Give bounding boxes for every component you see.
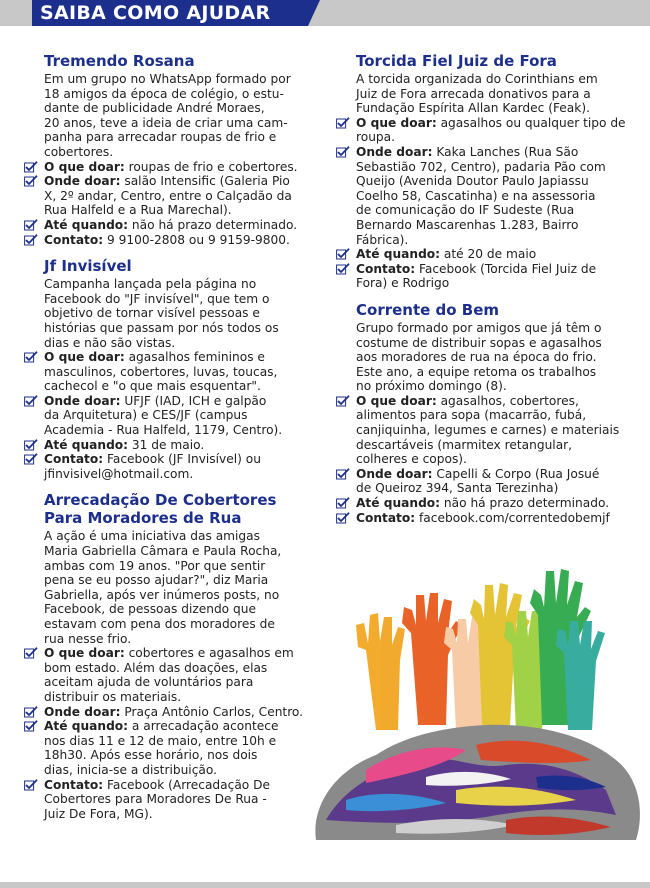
check-icon: [24, 720, 38, 732]
left-column: [44, 52, 306, 831]
footer-bar: [0, 882, 650, 888]
campaign-section: [356, 301, 628, 525]
check-icon: [24, 395, 38, 407]
info-value: Fora) e Rodrigo: [356, 276, 450, 291]
info-item: [44, 174, 306, 218]
hands-and-clothes-pile-illustration: [306, 555, 646, 855]
description-line: objetivo de tornar visível pessoas e: [44, 306, 260, 321]
info-value: Facebook (Arrecadação De: [103, 777, 271, 792]
info-label: Contato:: [44, 232, 104, 247]
header-bar: [0, 0, 650, 26]
info-item: [356, 116, 628, 145]
section-title: Torcida Fiel Juiz de Fora: [356, 52, 557, 70]
info-label: Onde doar:: [356, 466, 433, 481]
description-line: Fundação Espírita Allan Kardec (Feak).: [356, 101, 590, 116]
info-item: [44, 160, 306, 175]
info-list: [44, 160, 306, 248]
info-list: [356, 394, 628, 525]
description-line: estavam com pena dos moradores de: [44, 617, 275, 631]
check-icon: [24, 234, 38, 246]
info-value: Capelli & Corpo (Rua Josué: [432, 466, 600, 481]
check-icon: [24, 219, 38, 231]
info-value: Bernardo Mascarenhas 1.283, Bairro: [356, 217, 579, 232]
info-value: Praça Antônio Carlos, Centro.: [120, 704, 304, 719]
description-line: cobertores.: [44, 144, 114, 159]
description-line: Campanha lançada pela página no: [44, 277, 257, 292]
info-value: nos dias 11 e 12 de maio, entre 10h e: [44, 733, 277, 748]
info-item: [356, 394, 628, 467]
section-title: Corrente do Bem: [356, 300, 500, 319]
description-line: costume de distribuir sopas e agasalhos: [356, 335, 602, 350]
info-value: alimentos para sopa (macarrão, fubá,: [356, 408, 587, 423]
info-value: distribuir os materiais.: [44, 689, 182, 704]
info-value: da Arquitetura) e CES/JF (campus: [44, 408, 248, 423]
description-line: dias e não são vistas.: [44, 335, 176, 350]
section-description: [44, 529, 306, 646]
info-item: [356, 262, 628, 291]
description-line: Este ano, a equipe retoma os trabalhos: [356, 364, 597, 379]
check-icon: [336, 395, 350, 407]
info-value: 9 9100-2808 ou 9 9159-9800.: [103, 232, 290, 247]
description-line: no próximo domingo (8).: [356, 379, 507, 394]
info-item: [44, 394, 306, 438]
info-value: Juiz De Fora, MG).: [44, 806, 153, 821]
info-value: cachecol e "o que mais esquentar".: [44, 379, 261, 394]
info-value: jfinvisivel@hotmail.com.: [44, 466, 194, 481]
info-value: canjiquinha, legumes e carnes) e materiais: [356, 423, 620, 438]
info-value: até 20 de maio: [440, 247, 537, 262]
info-item: [356, 145, 628, 247]
check-icon: [24, 161, 38, 173]
check-icon: [336, 497, 350, 509]
description-line: Maria Gabriella Câmara e Paula Rocha,: [44, 544, 282, 559]
check-icon: [24, 453, 38, 465]
section-title: Jf Invisível: [44, 257, 132, 276]
info-item: [356, 511, 628, 526]
description-line: Facebook, de pessoas dizendo que: [44, 602, 256, 617]
section-description: [356, 72, 628, 116]
description-line: aos moradores de rua na época do frio.: [356, 350, 597, 365]
check-icon: [336, 248, 350, 260]
info-value: não há prazo determinado.: [440, 496, 610, 511]
info-label: Onde doar:: [44, 174, 121, 189]
info-label: Onde doar:: [356, 144, 433, 159]
description-line: histórias que passam por nós todos os: [44, 320, 279, 335]
section-description: [44, 277, 306, 350]
section-description: [44, 72, 306, 160]
description-line: A ação é uma iniciativa das amigas: [44, 529, 260, 544]
info-item: [44, 646, 306, 704]
page-title: SAIBA COMO AJUDAR: [40, 2, 271, 24]
info-value: Academia - Rua Halfeld, 1179, Centro).: [44, 423, 283, 438]
info-label: Onde doar:: [44, 704, 121, 719]
check-icon: [336, 117, 350, 129]
info-item: [44, 719, 306, 777]
info-value: Fábrica).: [356, 232, 409, 247]
campaign-section: [356, 52, 628, 291]
description-line: 18 amigos da época de colégio, o estu-: [44, 86, 284, 101]
info-item: [44, 705, 306, 720]
description-line: dante de publicidade André Moraes,: [44, 101, 265, 116]
info-label: Contato:: [44, 777, 104, 792]
info-value: a arrecadação acontece: [128, 719, 279, 734]
info-value: roupa.: [356, 130, 396, 145]
info-value: cobertores e agasalhos em: [124, 646, 294, 661]
description-line: rua nesse frio.: [44, 631, 132, 646]
info-label: Até quando:: [356, 247, 441, 262]
info-item: [356, 247, 628, 262]
right-column: [356, 52, 628, 535]
info-list: [356, 116, 628, 291]
description-line: 20 anos, teve a ideia de criar uma cam-: [44, 115, 288, 130]
section-description: [356, 321, 628, 394]
check-icon: [24, 647, 38, 659]
info-label: Até quando:: [356, 496, 441, 511]
info-value: X, 2º andar, Centro, entre o Calçadão da: [44, 188, 292, 203]
description-line: Grupo formado por amigos que já têm o: [356, 320, 602, 335]
info-value: Coelho 58, Cascatinha) e na assessoria: [356, 188, 596, 203]
campaign-section: [44, 257, 306, 481]
description-line: Facebook do "JF invisível", que tem o: [44, 291, 270, 306]
info-value: agasalhos ou qualquer tipo de: [436, 115, 626, 130]
campaign-section: [44, 52, 306, 247]
info-value: Cobertores para Moradores De Rua -: [44, 792, 267, 807]
info-item: [44, 218, 306, 233]
description-line: Juiz de Fora arrecada donativos para a: [356, 86, 591, 101]
info-value: Facebook (JF Invisível) ou: [103, 452, 261, 467]
check-icon: [24, 706, 38, 718]
info-value: Sebastião 702, Centro), padaria Pão com: [356, 159, 606, 174]
info-value: dias, inicia-se a distribuição.: [44, 762, 217, 777]
check-icon: [336, 263, 350, 275]
info-item: [44, 778, 306, 822]
info-value: 31 de maio.: [128, 437, 205, 452]
info-list: [44, 350, 306, 481]
description-line: ambas com 19 anos. "Por que sentir: [44, 558, 266, 573]
info-value: agasalhos femininos e: [124, 350, 265, 365]
info-value: bom estado. Além das doações, elas: [44, 660, 268, 675]
info-value: Queijo (Avenida Doutor Paulo Japiassu: [356, 174, 589, 189]
description-line: pena se eu posso ajudar?", diz Maria: [44, 573, 269, 588]
header-tab: [32, 0, 308, 26]
check-icon: [24, 175, 38, 187]
info-value: UFJF (IAD, ICH e galpão: [120, 393, 267, 408]
info-item: [356, 496, 628, 511]
info-item: [44, 438, 306, 453]
info-label: O que doar:: [356, 393, 437, 408]
info-value: de Queiroz 394, Santa Terezinha): [356, 481, 559, 496]
description-line: panha para arrecadar roupas de frio e: [44, 130, 277, 145]
info-value: aceitam ajuda de voluntários para: [44, 675, 254, 690]
info-label: O que doar:: [44, 646, 125, 661]
check-icon: [336, 146, 350, 158]
info-value: masculinos, cobertores, luvas, toucas,: [44, 364, 278, 379]
info-value: salão Intensific (Galeria Pio: [120, 174, 290, 189]
description-line: Em um grupo no WhatsApp formado por: [44, 72, 291, 86]
check-icon: [336, 468, 350, 480]
info-value: Kaka Lanches (Rua São: [432, 144, 579, 159]
check-icon: [24, 351, 38, 363]
info-item: [356, 467, 628, 496]
info-item: [44, 233, 306, 248]
info-value: Facebook (Torcida Fiel Juiz de: [415, 261, 597, 276]
info-value: 18h30. Após esse horário, nos dois: [44, 748, 258, 763]
info-label: Onde doar:: [44, 393, 121, 408]
info-value: Rua Halfeld e a Rua Marechal).: [44, 203, 232, 218]
info-value: descartáveis (marmitex retangular,: [356, 437, 573, 452]
section-title: Arrecadação De Cobertores Para Moradores de Rua: [44, 491, 277, 528]
check-icon: [24, 439, 38, 451]
campaign-section: [44, 491, 306, 821]
section-title: Tremendo Rosana: [44, 52, 195, 70]
info-label: O que doar:: [44, 159, 125, 174]
info-list: [44, 646, 306, 821]
description-line: A torcida organizada do Corinthians em: [356, 72, 598, 86]
info-label: Até quando:: [44, 719, 129, 734]
info-item: [44, 350, 306, 394]
info-label: Contato:: [356, 510, 416, 525]
info-value: agasalhos, cobertores,: [436, 393, 579, 408]
info-value: não há prazo determinado.: [128, 217, 298, 232]
info-value: colheres e copos).: [356, 452, 467, 467]
info-value: facebook.com/correntedobemjf: [415, 510, 610, 525]
info-item: [44, 452, 306, 481]
check-icon: [24, 779, 38, 791]
info-value: de comunicação do IF Sudeste (Rua: [356, 203, 575, 218]
info-label: Até quando:: [44, 437, 129, 452]
check-icon: [336, 512, 350, 524]
info-value: roupas de frio e cobertores.: [124, 159, 298, 174]
description-line: Gabriella, após ver inúmeros posts, no: [44, 587, 280, 602]
info-label: O que doar:: [44, 350, 125, 365]
info-label: Até quando:: [44, 217, 129, 232]
info-label: O que doar:: [356, 115, 437, 130]
info-label: Contato:: [356, 261, 416, 276]
info-label: Contato:: [44, 452, 104, 467]
